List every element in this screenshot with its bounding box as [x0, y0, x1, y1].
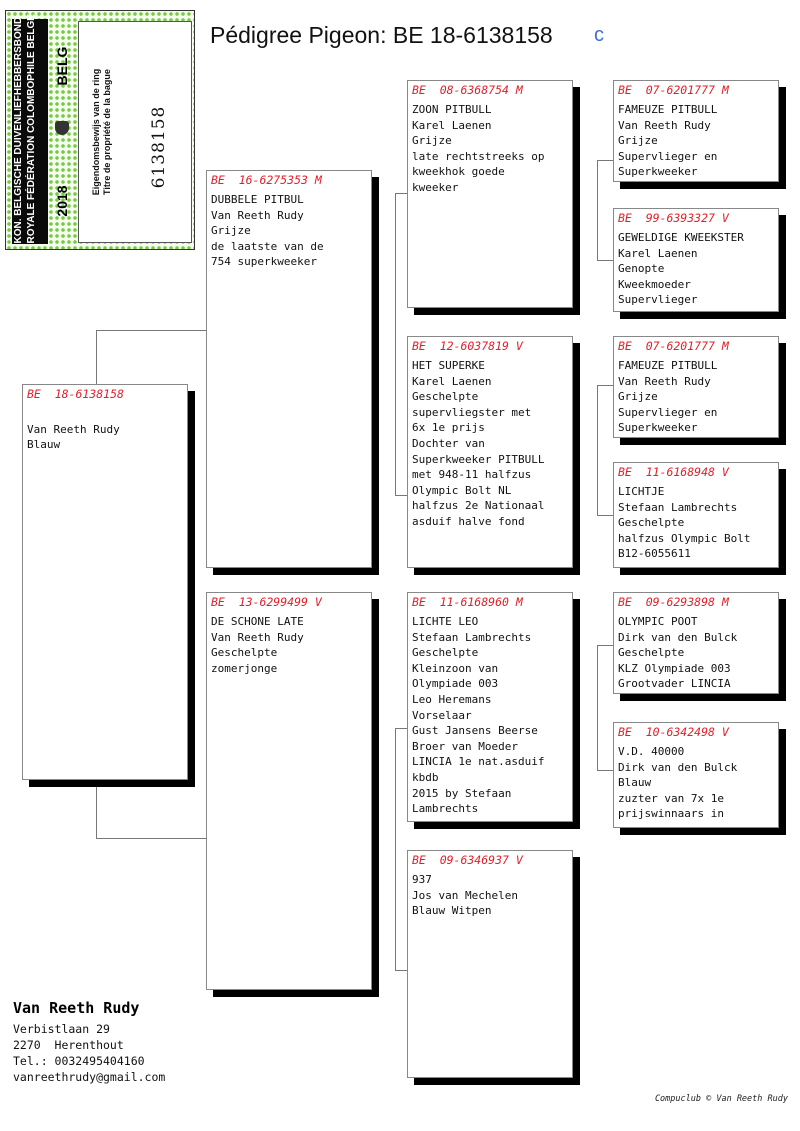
pigeon-detail-line: de laatste van de: [211, 239, 324, 253]
lion-emblem-icon: [55, 121, 69, 135]
ring-id: BE 11-6168948 V: [618, 465, 729, 479]
pigeon-detail-line: Geschelpte: [412, 390, 479, 404]
pigeon-detail-line: OLYMPIC POOT: [618, 615, 698, 628]
pigeon-detail-line: Dochter van: [412, 436, 485, 450]
pigeon-detail-line: Olympic Bolt NL: [412, 483, 512, 497]
pigeon-detail-line: Gust Jansens Beerse: [412, 724, 538, 738]
pigeon-detail-line: Grootvader LINCIA: [618, 677, 731, 691]
connector: [597, 160, 613, 161]
connector: [395, 728, 396, 970]
pigeon-card-sire-sire: [407, 80, 573, 308]
pigeon-card-sdd: [613, 462, 779, 568]
page-title: Pédigree Pigeon: BE 18-6138158: [210, 22, 553, 48]
pigeon-details: [207, 610, 371, 676]
pigeon-details: [207, 188, 371, 270]
connector: [96, 780, 97, 838]
pigeon-detail-line: met 948-11 halfzus: [412, 468, 532, 482]
pigeon-detail-line: Supervlieger en: [618, 149, 718, 163]
pigeon-detail-line: Van Reeth Rudy: [211, 208, 304, 222]
pigeon-detail-line: Van Reeth Rudy: [27, 422, 120, 436]
pigeon-card-sire: [206, 170, 372, 568]
ring-id: BE 16-6275353 M: [211, 173, 322, 187]
connector: [395, 193, 407, 194]
owner-city: 2270 Herenthout: [13, 1038, 124, 1052]
pigeon-detail-line: 937: [412, 873, 432, 886]
connector: [96, 330, 206, 331]
pigeon-detail-line: LICHTJE: [618, 485, 665, 498]
ring-id: BE 08-6368754 M: [412, 83, 523, 97]
pigeon-detail-line: Superkweeker PITBULL: [412, 452, 545, 466]
footer-credit: Compuclub © Van Reeth Rudy: [654, 1094, 788, 1104]
owner-phone: Tel.: 0032495404160: [13, 1054, 145, 1068]
pigeon-detail-line: kweeker: [412, 180, 459, 194]
pigeon-detail-line: zomerjonge: [211, 661, 278, 675]
pigeon-detail-line: Superkweeker: [618, 165, 698, 179]
pigeon-detail-line: 2015 by Stefaan: [412, 786, 512, 800]
pigeon-detail-line: Superkweeker: [618, 421, 698, 435]
connector: [395, 495, 407, 496]
pigeon-detail-line: Leo Heremans: [412, 692, 492, 706]
pigeon-details: [408, 868, 572, 919]
pigeon-detail-line: Grijze: [211, 224, 251, 238]
pigeon-detail-line: Geschelpte: [618, 516, 685, 530]
pigeon-detail-line: B12-6055611: [618, 547, 691, 561]
pigeon-detail-line: Karel Laenen: [412, 118, 492, 132]
ring-id: BE 13-6299499 V: [211, 595, 322, 609]
pigeon-detail-line: V.D. 40000: [618, 745, 685, 758]
pigeon-details: [408, 610, 572, 817]
pigeon-card-sds: [613, 336, 779, 438]
pigeon-card-sss: [613, 80, 779, 182]
owner-name: Van Reeth Rudy: [13, 999, 140, 1017]
pigeon-detail-line: late rechtstreeks op: [412, 149, 545, 163]
ring-id: BE 09-6346937 V: [412, 853, 523, 867]
pigeon-details: [614, 480, 778, 562]
pigeon-detail-line: Karel Laenen: [412, 374, 492, 388]
ring-country: BELG: [54, 46, 70, 86]
pigeon-detail-line: Karel Laenen: [618, 246, 698, 260]
pigeon-detail-line: halfzus 2e Nationaal: [412, 499, 545, 513]
pigeon-details: [408, 98, 572, 196]
connector: [597, 645, 613, 646]
pigeon-detail-line: Olympiade 003: [412, 677, 499, 691]
pigeon-detail-line: Blauw: [618, 776, 652, 790]
pigeon-card-dsd: [613, 722, 779, 828]
ring-certificate: [5, 10, 195, 250]
pigeon-card-dam-sire: [407, 592, 573, 822]
ring-panel: [78, 21, 192, 243]
ring-id: BE 18-6138158: [27, 387, 124, 401]
pigeon-card-dam-dam: [407, 850, 573, 1078]
pigeon-details: [408, 354, 572, 530]
pigeon-card-ssd: [613, 208, 779, 312]
pigeon-detail-line: halfzus Olympic Bolt: [618, 531, 751, 545]
pigeon-detail-line: Dirk van den Bulck: [618, 630, 738, 644]
pigeon-detail-line: Broer van Moeder: [412, 739, 518, 753]
ring-id: BE 12-6037819 V: [412, 339, 523, 353]
pigeon-detail-line: FAMEUZE PITBULL: [618, 103, 718, 116]
handwritten-mark: c: [594, 24, 604, 46]
pigeon-detail-line: Blauw Witpen: [412, 904, 492, 918]
connector: [597, 160, 598, 260]
pigeon-detail-line: Lambrechts: [412, 802, 479, 816]
pigeon-detail-line: Geschelpte: [412, 646, 479, 660]
connector: [395, 970, 407, 971]
pigeon-detail-line: Van Reeth Rudy: [211, 630, 304, 644]
owner-street: Verbistlaan 29: [13, 1022, 110, 1036]
pigeon-detail-line: kbdb: [412, 770, 439, 784]
pigeon-detail-line: [27, 406, 183, 422]
pigeon-card-subject: [22, 384, 188, 780]
ring-id: BE 10-6342498 V: [618, 725, 729, 739]
pigeon-details: [614, 98, 778, 180]
pigeon-detail-line: Stefaan Lambrechts: [412, 630, 532, 644]
pigeon-card-dam: [206, 592, 372, 990]
connector: [597, 385, 598, 515]
pigeon-card-sire-dam: [407, 336, 573, 568]
ring-id: BE 99-6393327 V: [618, 211, 729, 225]
pigeon-detail-line: DUBBELE PITBUL: [211, 193, 304, 206]
pigeon-detail-line: LICHTE LEO: [412, 615, 479, 628]
pigeon-detail-line: 754 superkweeker: [211, 255, 317, 269]
pigeon-detail-line: 6x 1e prijs: [412, 421, 485, 435]
ring-id: BE 07-6201777 M: [618, 339, 729, 353]
pigeon-detail-line: Dirk van den Bulck: [618, 760, 738, 774]
pigeon-detail-line: Grijze: [412, 134, 452, 148]
ring-id: BE 11-6168960 M: [412, 595, 523, 609]
connector: [597, 770, 613, 771]
pigeon-detail-line: Vorselaar: [412, 708, 472, 722]
pigeon-details: [614, 740, 778, 822]
connector: [597, 260, 613, 261]
owner-email[interactable]: vanreethrudy@gmail.com: [13, 1070, 166, 1084]
ring-id: BE 07-6201777 M: [618, 83, 729, 97]
pigeon-detail-line: kweekhok goede: [412, 165, 505, 179]
pigeon-detail-line: Van Reeth Rudy: [618, 118, 711, 132]
connector: [96, 330, 97, 385]
pigeon-detail-line: Grijze: [618, 134, 658, 148]
connector: [395, 728, 407, 729]
pigeon-detail-line: Stefaan Lambrechts: [618, 500, 738, 514]
connector: [96, 838, 206, 839]
pigeon-details: [23, 402, 187, 453]
pigeon-detail-line: Van Reeth Rudy: [618, 374, 711, 388]
pigeon-detail-line: Geschelpte: [618, 646, 685, 660]
pigeon-detail-line: HET SUPERKE: [412, 359, 485, 372]
pigeon-detail-line: Genopte: [618, 262, 665, 276]
pigeon-details: [614, 354, 778, 436]
pigeon-detail-line: Supervlieger: [618, 293, 698, 307]
ownership-text: Eigendomsbewijs van de ring Titre de propriété de la bague: [91, 68, 112, 196]
pigeon-detail-line: LINCIA 1e nat.asduif: [412, 755, 545, 769]
pigeon-detail-line: supervliegster met: [412, 405, 532, 419]
pigeon-detail-line: Kweekmoeder: [618, 277, 691, 291]
pigeon-detail-line: ZOON PITBULL: [412, 103, 492, 116]
pigeon-detail-line: asduif halve fond: [412, 514, 525, 528]
ring-id: BE 09-6293898 M: [618, 595, 729, 609]
pigeon-detail-line: zuzter van 7x 1e: [618, 791, 724, 805]
connector: [597, 385, 613, 386]
pigeon-details: [614, 610, 778, 692]
connector: [597, 645, 598, 770]
pigeon-detail-line: DE SCHONE LATE: [211, 615, 304, 628]
pigeon-card-dss: [613, 592, 779, 694]
pigeon-detail-line: Supervlieger en: [618, 405, 718, 419]
connector: [597, 515, 613, 516]
connector: [395, 193, 396, 495]
pigeon-details: [614, 226, 778, 308]
pigeon-detail-line: KLZ Olympiade 003: [618, 661, 731, 675]
pigeon-detail-line: Geschelpte: [211, 646, 278, 660]
ring-number: 6138158: [149, 105, 169, 189]
pigeon-detail-line: prijswinnaars in: [618, 807, 724, 821]
federation-name: KON. BELGISCHE DUIVENLIEFHEBBERSBOND ROYALE FÉDÉRATION COLOMBOPHILE BELGE: [13, 14, 37, 244]
ring-year: 2018: [54, 185, 70, 217]
pigeon-detail-line: Kleinzoon van: [412, 661, 499, 675]
pigeon-detail-line: Blauw: [27, 438, 61, 452]
pigeon-detail-line: GEWELDIGE KWEEKSTER: [618, 231, 744, 244]
pigeon-detail-line: Grijze: [618, 390, 658, 404]
pigeon-detail-line: FAMEUZE PITBULL: [618, 359, 718, 372]
pigeon-detail-line: Jos van Mechelen: [412, 888, 518, 902]
